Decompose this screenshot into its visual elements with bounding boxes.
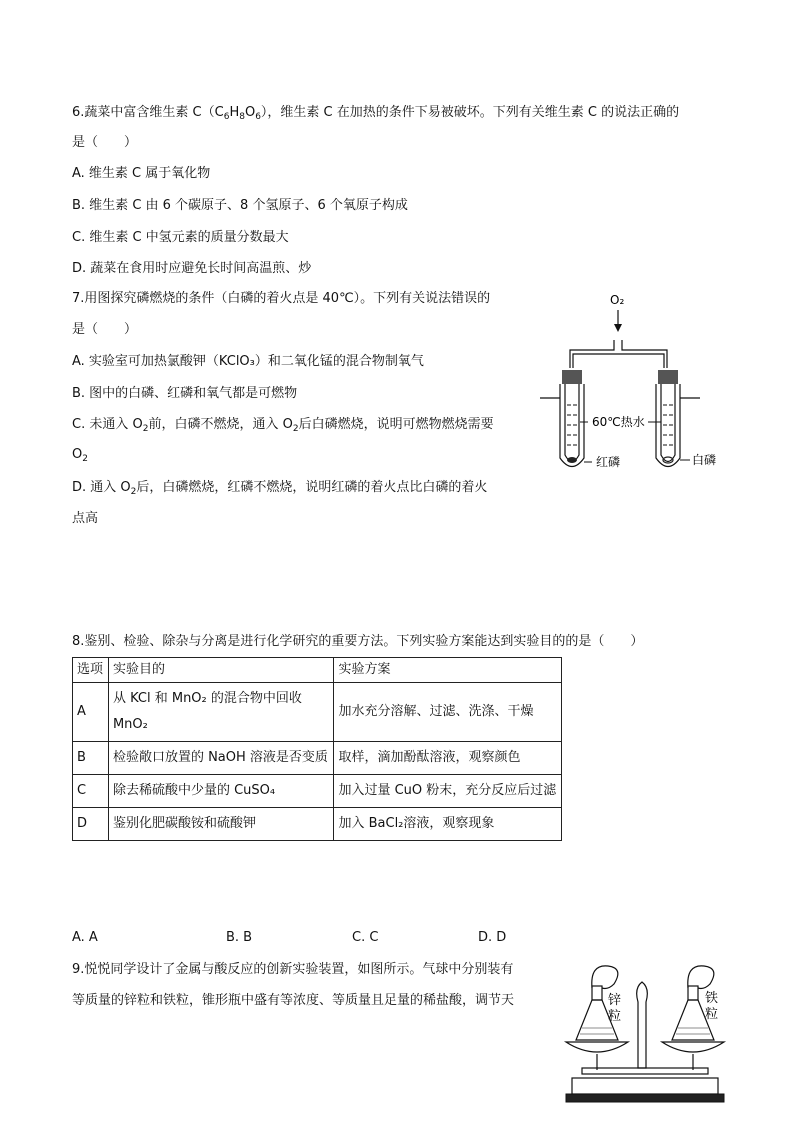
table-cell: 加水充分溶解、过滤、洗涤、干燥 xyxy=(334,683,562,742)
zinc-label-1: 锌 xyxy=(608,993,622,1008)
table-cell: C xyxy=(73,775,109,808)
q6-option-d: D. 蔬菜在食用时应避免长时间高温煎、炒 xyxy=(72,261,312,276)
right-stopper xyxy=(658,370,678,384)
q7-option-a: A. 实验室可加热氯酸钾（KClO₃）和二氧化锰的混合物制氧气 xyxy=(72,354,424,369)
table-header-cell: 实验目的 xyxy=(108,658,334,683)
q6-option-a: A. 维生素 C 属于氧化物 xyxy=(72,166,211,181)
left-balloon xyxy=(592,966,618,989)
table-row xyxy=(73,808,562,841)
combustion-apparatus-figure xyxy=(540,290,730,475)
balance-apparatus-figure xyxy=(562,958,732,1108)
table-cell: 鉴别化肥碳酸铵和硫酸钾 xyxy=(108,808,334,841)
q8-option-a: A. A xyxy=(72,930,98,945)
q9-stem-line1: 9.悦悦同学设计了金属与酸反应的创新实验装置，如图所示。气球中分别装有 xyxy=(72,962,514,977)
q7-option-c-line2: $O_2$ xyxy=(72,447,88,464)
q7-option-d-line2: 点高 xyxy=(72,511,99,526)
iron-label-1: 铁 xyxy=(705,991,719,1006)
table-header-cell: 实验方案 xyxy=(334,658,562,683)
q6-option-c: C. 维生素 C 中氢元素的质量分数最大 xyxy=(72,230,289,245)
q7-option-d-line1: D. 通入 $O_2$后，白磷燃烧，红磷不燃烧，说明红磷的着火点比白磷的着火 xyxy=(72,480,488,497)
q9-stem-line2: 等质量的锌粒和铁粒，锥形瓶中盛有等浓度、等质量且足量的稀盐酸，调节天 xyxy=(72,993,515,1008)
right-balloon xyxy=(688,966,714,989)
right-pan xyxy=(662,1042,724,1052)
q7-option-c-line1: C. 未通入 $O_2$前，白磷不燃烧，通入 $O_2$后白磷燃烧，说明可燃物燃烧需要 xyxy=(72,417,494,434)
table-cell: 加入过量 CuO 粉末，充分反应后过滤 xyxy=(334,775,562,808)
q8-option-d: D. D xyxy=(478,930,507,945)
q6-stem-line1: 6.蔬菜中富含维生素 $C(C_6H_8O_6)$，维生素 C 在加热的条件下易被破坏。下列有关维生素 C 的说法正确的 xyxy=(72,105,680,122)
table-cell: 取样，滴加酚酞溶液，观察颜色 xyxy=(334,742,562,775)
water-label: 60℃热水 xyxy=(592,415,645,429)
red-phosphorus xyxy=(567,457,577,463)
table-cell: B xyxy=(73,742,109,775)
table-row xyxy=(73,775,562,808)
balance-pointer xyxy=(637,982,648,1068)
right-test-tube xyxy=(661,384,675,462)
balance-base xyxy=(572,1078,718,1094)
balance-beam xyxy=(582,1068,708,1074)
table-cell: 检验敞口放置的 NaOH 溶液是否变质 xyxy=(108,742,334,775)
q8-table xyxy=(72,657,562,841)
table-row xyxy=(73,683,562,742)
red-phosphorus-label: 红磷 xyxy=(596,455,621,469)
table-row xyxy=(73,742,562,775)
q8-stem: 8.鉴别、检验、除杂与分离是进行化学研究的重要方法。下列实验方案能达到实验目的的是（ ） xyxy=(72,634,644,649)
q7-stem-line1: 7.用图探究磷燃烧的条件（白磷的着火点是 40℃）。下列有关说法错误的 xyxy=(72,291,491,306)
q8-option-c: C. C xyxy=(352,930,379,945)
q8-option-b: B. B xyxy=(226,930,253,945)
white-phosphorus-label: 白磷 xyxy=(692,453,717,467)
o2-label: O₂ xyxy=(610,293,625,307)
table-cell: A xyxy=(73,683,109,742)
left-stopper xyxy=(562,370,582,384)
q7-stem-line2: 是（ ） xyxy=(72,322,138,337)
table-cell: 从 KCl 和 MnO₂ 的混合物中回收 MnO₂ xyxy=(108,683,334,742)
left-pan xyxy=(566,1042,628,1052)
q6-option-b: B. 维生素 C 由 6 个碳原子、8 个氢原子、6 个氧原子构成 xyxy=(72,198,408,213)
table-cell: 除去稀硫酸中少量的 CuSO₄ xyxy=(108,775,334,808)
table-header-row xyxy=(73,658,562,683)
table-cell: 加入 BaCl₂溶液，观察现象 xyxy=(334,808,562,841)
zinc-label-2: 粒 xyxy=(608,1009,622,1024)
iron-label-2: 粒 xyxy=(705,1007,719,1022)
q6-stem-line2: 是（ ） xyxy=(72,135,138,150)
table-cell: D xyxy=(73,808,109,841)
table-header-cell: 选项 xyxy=(73,658,109,683)
q7-option-b: B. 图中的白磷、红磷和氧气都是可燃物 xyxy=(72,386,298,401)
left-test-tube xyxy=(565,384,579,462)
